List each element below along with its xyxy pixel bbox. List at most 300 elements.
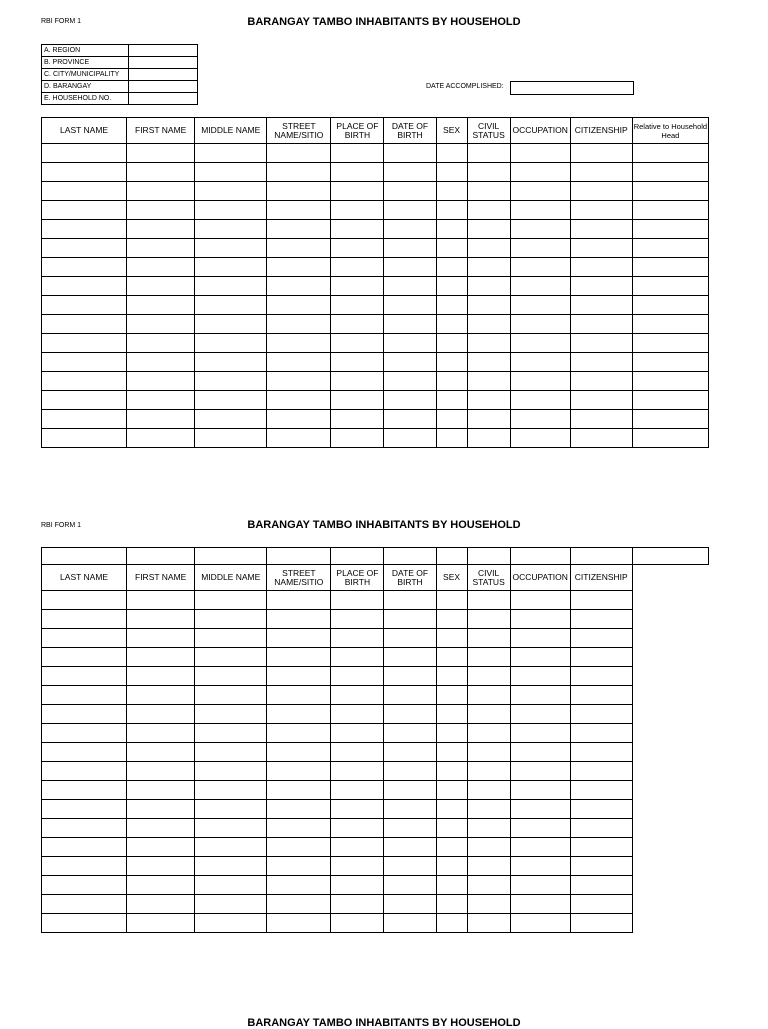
table-cell[interactable] bbox=[570, 548, 632, 565]
table-cell[interactable] bbox=[436, 610, 467, 629]
table-cell[interactable] bbox=[127, 686, 195, 705]
date-accomplished-field[interactable] bbox=[510, 81, 634, 95]
table-cell[interactable] bbox=[436, 296, 467, 315]
table-cell[interactable] bbox=[510, 762, 570, 781]
table-cell[interactable] bbox=[467, 762, 510, 781]
table-cell[interactable] bbox=[267, 895, 331, 914]
table-cell[interactable] bbox=[267, 548, 331, 565]
table-cell[interactable] bbox=[510, 429, 570, 448]
table-cell[interactable] bbox=[267, 182, 331, 201]
table-cell[interactable] bbox=[195, 591, 267, 610]
table-cell[interactable] bbox=[510, 781, 570, 800]
table-cell[interactable] bbox=[384, 334, 436, 353]
table-cell[interactable] bbox=[467, 838, 510, 857]
table-cell[interactable] bbox=[127, 762, 195, 781]
table-cell[interactable] bbox=[510, 201, 570, 220]
table-cell[interactable] bbox=[267, 315, 331, 334]
table-cell[interactable] bbox=[331, 781, 384, 800]
table-cell[interactable] bbox=[510, 838, 570, 857]
table-cell[interactable] bbox=[195, 429, 267, 448]
table-cell[interactable] bbox=[384, 163, 436, 182]
table-cell[interactable] bbox=[195, 410, 267, 429]
table-cell[interactable] bbox=[510, 410, 570, 429]
table-cell[interactable] bbox=[632, 258, 708, 277]
table-cell[interactable] bbox=[570, 353, 632, 372]
city-municipality-field[interactable] bbox=[129, 69, 198, 81]
table-cell[interactable] bbox=[331, 372, 384, 391]
table-cell[interactable] bbox=[267, 667, 331, 686]
table-cell[interactable] bbox=[195, 182, 267, 201]
region-field[interactable] bbox=[129, 45, 198, 57]
table-cell[interactable] bbox=[632, 296, 708, 315]
table-cell[interactable] bbox=[467, 705, 510, 724]
table-cell[interactable] bbox=[467, 648, 510, 667]
table-cell[interactable] bbox=[42, 163, 127, 182]
table-cell[interactable] bbox=[510, 258, 570, 277]
table-cell[interactable] bbox=[384, 410, 436, 429]
table-cell[interactable] bbox=[195, 838, 267, 857]
table-cell[interactable] bbox=[436, 914, 467, 933]
table-cell[interactable] bbox=[331, 629, 384, 648]
table-cell[interactable] bbox=[267, 686, 331, 705]
table-cell[interactable] bbox=[331, 548, 384, 565]
table-cell[interactable] bbox=[570, 895, 632, 914]
table-cell[interactable] bbox=[267, 648, 331, 667]
table-cell[interactable] bbox=[436, 144, 467, 163]
table-cell[interactable] bbox=[384, 838, 436, 857]
table-cell[interactable] bbox=[510, 629, 570, 648]
table-cell[interactable] bbox=[570, 876, 632, 895]
table-cell[interactable] bbox=[570, 648, 632, 667]
table-cell[interactable] bbox=[195, 629, 267, 648]
table-cell[interactable] bbox=[42, 591, 127, 610]
table-cell[interactable] bbox=[195, 648, 267, 667]
table-cell[interactable] bbox=[331, 724, 384, 743]
table-cell[interactable] bbox=[195, 724, 267, 743]
table-cell[interactable] bbox=[331, 163, 384, 182]
table-cell[interactable] bbox=[42, 144, 127, 163]
table-cell[interactable] bbox=[570, 220, 632, 239]
table-cell[interactable] bbox=[570, 819, 632, 838]
table-cell[interactable] bbox=[331, 277, 384, 296]
table-cell[interactable] bbox=[267, 629, 331, 648]
table-cell[interactable] bbox=[127, 220, 195, 239]
table-cell[interactable] bbox=[384, 876, 436, 895]
table-cell[interactable] bbox=[510, 895, 570, 914]
table-cell[interactable] bbox=[570, 591, 632, 610]
table-cell[interactable] bbox=[267, 838, 331, 857]
table-cell[interactable] bbox=[331, 857, 384, 876]
table-cell[interactable] bbox=[195, 610, 267, 629]
table-cell[interactable] bbox=[384, 429, 436, 448]
table-cell[interactable] bbox=[127, 724, 195, 743]
table-cell[interactable] bbox=[42, 548, 127, 565]
table-cell[interactable] bbox=[467, 629, 510, 648]
table-cell[interactable] bbox=[267, 429, 331, 448]
table-cell[interactable] bbox=[195, 220, 267, 239]
table-cell[interactable] bbox=[127, 353, 195, 372]
table-cell[interactable] bbox=[467, 667, 510, 686]
table-cell[interactable] bbox=[570, 800, 632, 819]
table-cell[interactable] bbox=[510, 743, 570, 762]
table-cell[interactable] bbox=[331, 667, 384, 686]
barangay-field[interactable] bbox=[129, 81, 198, 93]
table-cell[interactable] bbox=[195, 372, 267, 391]
table-cell[interactable] bbox=[384, 277, 436, 296]
table-cell[interactable] bbox=[331, 914, 384, 933]
table-cell[interactable] bbox=[127, 372, 195, 391]
table-cell[interactable] bbox=[127, 548, 195, 565]
table-cell[interactable] bbox=[195, 876, 267, 895]
table-cell[interactable] bbox=[632, 201, 708, 220]
table-cell[interactable] bbox=[384, 548, 436, 565]
table-cell[interactable] bbox=[195, 762, 267, 781]
table-cell[interactable] bbox=[267, 705, 331, 724]
table-cell[interactable] bbox=[42, 857, 127, 876]
table-cell[interactable] bbox=[632, 220, 708, 239]
table-cell[interactable] bbox=[570, 277, 632, 296]
table-cell[interactable] bbox=[42, 800, 127, 819]
table-cell[interactable] bbox=[267, 372, 331, 391]
table-cell[interactable] bbox=[436, 391, 467, 410]
table-cell[interactable] bbox=[42, 743, 127, 762]
table-cell[interactable] bbox=[467, 220, 510, 239]
table-cell[interactable] bbox=[331, 201, 384, 220]
table-cell[interactable] bbox=[127, 648, 195, 667]
table-cell[interactable] bbox=[42, 277, 127, 296]
table-cell[interactable] bbox=[127, 182, 195, 201]
table-cell[interactable] bbox=[384, 762, 436, 781]
table-cell[interactable] bbox=[467, 353, 510, 372]
table-cell[interactable] bbox=[127, 410, 195, 429]
table-cell[interactable] bbox=[127, 315, 195, 334]
table-cell[interactable] bbox=[436, 781, 467, 800]
table-cell[interactable] bbox=[436, 724, 467, 743]
table-cell[interactable] bbox=[436, 182, 467, 201]
table-cell[interactable] bbox=[42, 838, 127, 857]
table-cell[interactable] bbox=[570, 743, 632, 762]
table-cell[interactable] bbox=[436, 800, 467, 819]
table-cell[interactable] bbox=[384, 239, 436, 258]
table-cell[interactable] bbox=[267, 914, 331, 933]
table-cell[interactable] bbox=[632, 391, 708, 410]
table-cell[interactable] bbox=[467, 315, 510, 334]
table-cell[interactable] bbox=[195, 705, 267, 724]
table-cell[interactable] bbox=[127, 667, 195, 686]
table-cell[interactable] bbox=[436, 857, 467, 876]
table-cell[interactable] bbox=[331, 876, 384, 895]
table-cell[interactable] bbox=[436, 629, 467, 648]
table-cell[interactable] bbox=[42, 258, 127, 277]
table-cell[interactable] bbox=[510, 163, 570, 182]
table-cell[interactable] bbox=[436, 895, 467, 914]
table-cell[interactable] bbox=[42, 686, 127, 705]
table-cell[interactable] bbox=[467, 239, 510, 258]
table-cell[interactable] bbox=[42, 648, 127, 667]
table-cell[interactable] bbox=[195, 163, 267, 182]
table-cell[interactable] bbox=[331, 800, 384, 819]
table-cell[interactable] bbox=[195, 334, 267, 353]
table-cell[interactable] bbox=[42, 895, 127, 914]
table-cell[interactable] bbox=[267, 277, 331, 296]
table-cell[interactable] bbox=[570, 391, 632, 410]
table-cell[interactable] bbox=[510, 182, 570, 201]
table-cell[interactable] bbox=[195, 914, 267, 933]
table-cell[interactable] bbox=[267, 819, 331, 838]
table-cell[interactable] bbox=[384, 296, 436, 315]
table-cell[interactable] bbox=[195, 686, 267, 705]
table-cell[interactable] bbox=[570, 857, 632, 876]
table-cell[interactable] bbox=[42, 315, 127, 334]
table-cell[interactable] bbox=[42, 724, 127, 743]
table-cell[interactable] bbox=[331, 315, 384, 334]
table-cell[interactable] bbox=[570, 201, 632, 220]
table-cell[interactable] bbox=[195, 895, 267, 914]
table-cell[interactable] bbox=[42, 334, 127, 353]
table-cell[interactable] bbox=[384, 648, 436, 667]
table-cell[interactable] bbox=[195, 201, 267, 220]
table-cell[interactable] bbox=[384, 201, 436, 220]
table-cell[interactable] bbox=[127, 201, 195, 220]
table-cell[interactable] bbox=[467, 743, 510, 762]
table-cell[interactable] bbox=[195, 800, 267, 819]
table-cell[interactable] bbox=[267, 410, 331, 429]
table-cell[interactable] bbox=[632, 353, 708, 372]
table-cell[interactable] bbox=[632, 277, 708, 296]
table-cell[interactable] bbox=[436, 201, 467, 220]
table-cell[interactable] bbox=[195, 144, 267, 163]
table-cell[interactable] bbox=[195, 819, 267, 838]
table-cell[interactable] bbox=[570, 610, 632, 629]
table-cell[interactable] bbox=[42, 819, 127, 838]
table-cell[interactable] bbox=[510, 876, 570, 895]
table-cell[interactable] bbox=[436, 239, 467, 258]
table-cell[interactable] bbox=[195, 258, 267, 277]
table-cell[interactable] bbox=[331, 182, 384, 201]
table-cell[interactable] bbox=[436, 876, 467, 895]
table-cell[interactable] bbox=[267, 391, 331, 410]
table-cell[interactable] bbox=[384, 724, 436, 743]
table-cell[interactable] bbox=[42, 914, 127, 933]
table-cell[interactable] bbox=[384, 629, 436, 648]
table-cell[interactable] bbox=[331, 819, 384, 838]
table-cell[interactable] bbox=[467, 334, 510, 353]
table-cell[interactable] bbox=[467, 914, 510, 933]
table-cell[interactable] bbox=[436, 686, 467, 705]
table-cell[interactable] bbox=[436, 667, 467, 686]
table-cell[interactable] bbox=[467, 372, 510, 391]
table-cell[interactable] bbox=[384, 144, 436, 163]
table-cell[interactable] bbox=[384, 895, 436, 914]
table-cell[interactable] bbox=[384, 667, 436, 686]
household-no-field[interactable] bbox=[129, 93, 198, 105]
table-cell[interactable] bbox=[570, 144, 632, 163]
table-cell[interactable] bbox=[267, 762, 331, 781]
table-cell[interactable] bbox=[510, 819, 570, 838]
table-cell[interactable] bbox=[510, 648, 570, 667]
table-cell[interactable] bbox=[195, 743, 267, 762]
table-cell[interactable] bbox=[331, 353, 384, 372]
table-cell[interactable] bbox=[632, 372, 708, 391]
table-cell[interactable] bbox=[267, 781, 331, 800]
table-cell[interactable] bbox=[384, 743, 436, 762]
table-cell[interactable] bbox=[331, 334, 384, 353]
table-cell[interactable] bbox=[331, 895, 384, 914]
table-cell[interactable] bbox=[510, 724, 570, 743]
table-cell[interactable] bbox=[570, 762, 632, 781]
table-cell[interactable] bbox=[195, 315, 267, 334]
table-cell[interactable] bbox=[570, 315, 632, 334]
table-cell[interactable] bbox=[195, 296, 267, 315]
table-cell[interactable] bbox=[384, 857, 436, 876]
table-cell[interactable] bbox=[436, 353, 467, 372]
table-cell[interactable] bbox=[42, 220, 127, 239]
table-cell[interactable] bbox=[384, 819, 436, 838]
table-cell[interactable] bbox=[42, 705, 127, 724]
table-cell[interactable] bbox=[510, 144, 570, 163]
table-cell[interactable] bbox=[127, 334, 195, 353]
table-cell[interactable] bbox=[570, 724, 632, 743]
table-cell[interactable] bbox=[467, 800, 510, 819]
table-cell[interactable] bbox=[510, 277, 570, 296]
table-cell[interactable] bbox=[467, 895, 510, 914]
table-cell[interactable] bbox=[384, 391, 436, 410]
table-cell[interactable] bbox=[267, 724, 331, 743]
table-cell[interactable] bbox=[127, 838, 195, 857]
table-cell[interactable] bbox=[570, 686, 632, 705]
table-cell[interactable] bbox=[632, 182, 708, 201]
table-cell[interactable] bbox=[570, 914, 632, 933]
table-cell[interactable] bbox=[42, 182, 127, 201]
table-cell[interactable] bbox=[127, 895, 195, 914]
table-cell[interactable] bbox=[195, 391, 267, 410]
table-cell[interactable] bbox=[510, 667, 570, 686]
table-cell[interactable] bbox=[42, 610, 127, 629]
table-cell[interactable] bbox=[195, 277, 267, 296]
table-cell[interactable] bbox=[436, 819, 467, 838]
table-cell[interactable] bbox=[127, 610, 195, 629]
table-cell[interactable] bbox=[436, 334, 467, 353]
table-cell[interactable] bbox=[42, 353, 127, 372]
table-cell[interactable] bbox=[467, 258, 510, 277]
table-cell[interactable] bbox=[127, 239, 195, 258]
table-cell[interactable] bbox=[331, 648, 384, 667]
table-cell[interactable] bbox=[331, 220, 384, 239]
table-cell[interactable] bbox=[331, 610, 384, 629]
table-cell[interactable] bbox=[267, 610, 331, 629]
table-cell[interactable] bbox=[267, 334, 331, 353]
table-cell[interactable] bbox=[436, 315, 467, 334]
table-cell[interactable] bbox=[570, 182, 632, 201]
table-cell[interactable] bbox=[570, 239, 632, 258]
table-cell[interactable] bbox=[467, 163, 510, 182]
table-cell[interactable] bbox=[436, 410, 467, 429]
table-cell[interactable] bbox=[436, 372, 467, 391]
table-cell[interactable] bbox=[42, 429, 127, 448]
table-cell[interactable] bbox=[632, 163, 708, 182]
table-cell[interactable] bbox=[570, 838, 632, 857]
table-cell[interactable] bbox=[384, 220, 436, 239]
table-cell[interactable] bbox=[331, 686, 384, 705]
table-cell[interactable] bbox=[384, 182, 436, 201]
table-cell[interactable] bbox=[510, 296, 570, 315]
table-cell[interactable] bbox=[331, 391, 384, 410]
table-cell[interactable] bbox=[267, 163, 331, 182]
table-cell[interactable] bbox=[331, 705, 384, 724]
table-cell[interactable] bbox=[436, 705, 467, 724]
table-cell[interactable] bbox=[331, 743, 384, 762]
table-cell[interactable] bbox=[42, 781, 127, 800]
table-cell[interactable] bbox=[384, 914, 436, 933]
table-cell[interactable] bbox=[436, 648, 467, 667]
table-cell[interactable] bbox=[467, 144, 510, 163]
table-cell[interactable] bbox=[632, 548, 708, 565]
table-cell[interactable] bbox=[510, 220, 570, 239]
table-cell[interactable] bbox=[570, 629, 632, 648]
table-cell[interactable] bbox=[570, 334, 632, 353]
table-cell[interactable] bbox=[384, 781, 436, 800]
table-cell[interactable] bbox=[467, 182, 510, 201]
table-cell[interactable] bbox=[436, 591, 467, 610]
table-cell[interactable] bbox=[436, 548, 467, 565]
table-cell[interactable] bbox=[510, 315, 570, 334]
table-cell[interactable] bbox=[195, 548, 267, 565]
table-cell[interactable] bbox=[42, 391, 127, 410]
table-cell[interactable] bbox=[127, 163, 195, 182]
table-cell[interactable] bbox=[570, 372, 632, 391]
table-cell[interactable] bbox=[195, 781, 267, 800]
table-cell[interactable] bbox=[127, 800, 195, 819]
table-cell[interactable] bbox=[267, 800, 331, 819]
table-cell[interactable] bbox=[42, 296, 127, 315]
table-cell[interactable] bbox=[384, 800, 436, 819]
table-cell[interactable] bbox=[42, 410, 127, 429]
table-cell[interactable] bbox=[127, 258, 195, 277]
table-cell[interactable] bbox=[436, 277, 467, 296]
table-cell[interactable] bbox=[267, 743, 331, 762]
table-cell[interactable] bbox=[127, 629, 195, 648]
table-cell[interactable] bbox=[42, 629, 127, 648]
table-cell[interactable] bbox=[267, 296, 331, 315]
table-cell[interactable] bbox=[384, 591, 436, 610]
table-cell[interactable] bbox=[510, 548, 570, 565]
table-cell[interactable] bbox=[127, 296, 195, 315]
table-cell[interactable] bbox=[467, 429, 510, 448]
table-cell[interactable] bbox=[632, 429, 708, 448]
table-cell[interactable] bbox=[127, 705, 195, 724]
table-cell[interactable] bbox=[570, 410, 632, 429]
table-cell[interactable] bbox=[436, 163, 467, 182]
table-cell[interactable] bbox=[570, 258, 632, 277]
table-cell[interactable] bbox=[632, 334, 708, 353]
table-cell[interactable] bbox=[436, 429, 467, 448]
table-cell[interactable] bbox=[331, 258, 384, 277]
table-cell[interactable] bbox=[127, 144, 195, 163]
table-cell[interactable] bbox=[467, 686, 510, 705]
table-cell[interactable] bbox=[436, 743, 467, 762]
table-cell[interactable] bbox=[42, 762, 127, 781]
table-cell[interactable] bbox=[267, 239, 331, 258]
table-cell[interactable] bbox=[267, 258, 331, 277]
table-cell[interactable] bbox=[267, 353, 331, 372]
table-cell[interactable] bbox=[570, 781, 632, 800]
table-cell[interactable] bbox=[436, 762, 467, 781]
table-cell[interactable] bbox=[127, 857, 195, 876]
table-cell[interactable] bbox=[467, 296, 510, 315]
table-cell[interactable] bbox=[384, 610, 436, 629]
table-cell[interactable] bbox=[384, 258, 436, 277]
table-cell[interactable] bbox=[267, 876, 331, 895]
